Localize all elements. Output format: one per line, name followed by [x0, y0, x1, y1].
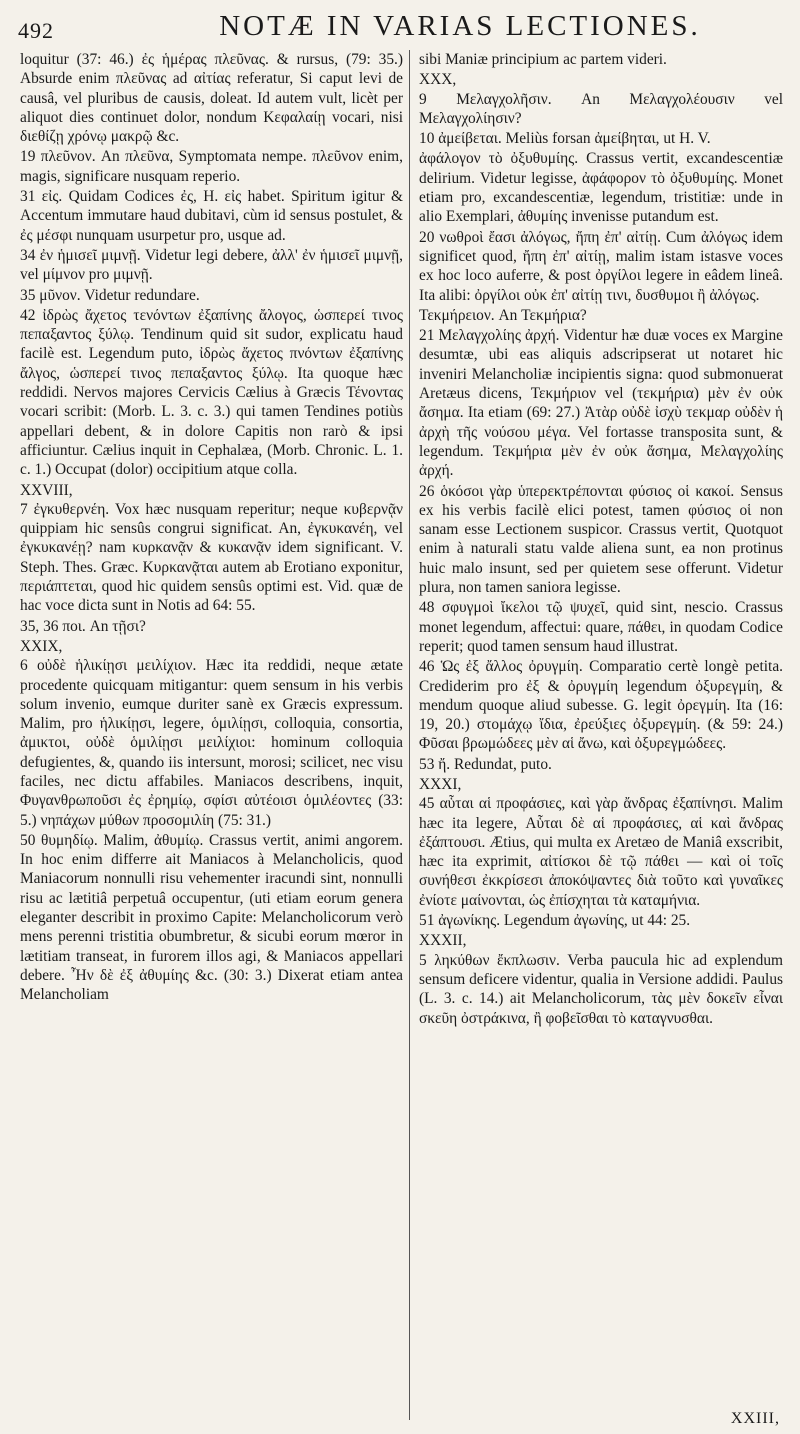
note-entry: 35, 36 ποι. An τῇσι? [20, 617, 146, 635]
chapter-heading: XXX, [419, 71, 457, 89]
chapter-heading: XXXII, [419, 932, 467, 950]
note-entry: 20 νωθροὶ ἔασι ἀλόγως, ἤπη ἐπ' αἰτίῃ. Cum ἀλόγως idem significet quod, ἤπη ἐπ' αἰτίῃ, malim istam istasve voces ex hoc loco auferre, & post ὀργίλοι legere in eâdem lineâ. Ita alibi: ὀργίλοι οὐκ ἐπ' αἰτίῃ τινι, δυσθυμοι ἢ ἀλόγως. [419, 228, 783, 304]
note-entry: ἀφάλογον τὸ ὀξυθυμίης. Crassus vertit, excandescentiæ delirium. Videtur legisse, ἀφάφορον τὸ ὀξυθυμίης. Monet etiam pro, excandescentiæ, legendum, tristitiæ: unde in alio Exemplari, ἀθυμίης invenisse putandum est. [419, 150, 783, 226]
chapter-heading: XXIX, [20, 637, 63, 655]
note-entry: 46 Ὡς ἐξ ἄλλος ὀρυγμίη. Comparatio certè longè petita. Crediderim pro ἐξ & ὀρυγμίη legendum ὀξυρεγμίη, & mendum quoque aliud subesse. G. legit ὀρεγμίη. Ita (16: 19, 20.) στομάχῳ ἴδια, ἐρεύξιες ὀξυρεγμίη. (& 59: 24.) Φῦσαι βρωμώδεες μὲν αἱ ἄνω, καὶ ὀξυρεγμώδεες. [419, 658, 783, 753]
chapter-heading: XXVIII, [20, 481, 73, 499]
page-header [0, 0, 800, 44]
note-entry: 45 αὗται αἱ προφάσιες, καὶ γὰρ ἄνδρας ἐξαπίνησι. Malim hæc ita legere, Αὗται δὲ αἱ προφάσιες, αἱ καὶ ἄνδρας ἐξάπτουσι. Ætius, qui multa ex Aretæo de Maniâ exscribit, hæc ita exprimit, αἰτίσκοι δὲ τῷ πάθει — καὶ οἱ τοῖς συνήθεσι ἐκκρίσεσι ἀποκόψαντες διὰ τοῦτο καὶ γυναῖκες ἐνίοτε μαίνονται, ὡς ἐπίσχηται τὰ καταμήνια. [419, 795, 783, 909]
note-entry: 5 ληκύθων ἔκπλωσιν. Verba paucula hic ad explendum sensum deficere videntur, qualia in Versione addidi. Paulus (L. 3. c. 14.) ait Melancholicorum, τὰς μὲν δοκεῖν εἶναι σκεῦη ὀστράκινα, ἢ φοβεῖσθαι τὸ καταγνυσθαι. [419, 951, 783, 1027]
column-divider [409, 50, 410, 1420]
chapter-heading: XXXI, [419, 775, 462, 793]
note-entry: 19 πλεῦνον. An πλεῦνα, Symptomata nempe. πλεῦνον enim, magis, significare nusquam reperio. [20, 148, 403, 185]
page-number: 492 [18, 18, 54, 43]
left-column [20, 50, 403, 1422]
note-entry: 42 ἰδρὼς ἄχετος τενόντων ἐξαπίνης ἄλογος, ὡσπερεί τινος πεπαξαντος ξύλῳ. Tendinum quid sit sudor, explicatu haud facilè est. Legendum puto, ἰδρὼς ἄχετος πνόντων ἐξαπίνης ἄλγος, ὡσπερεί τινος πεπαξαντος ξύλῳ. Ita quoque hæc reddidi. Nervos majores Cervicis Cælius à Græcis Τένοντας vocari scribit: (Morb. L. 3. c. 3.) qui tamen Tendines potiùs appellari debent, & in dolore Capitis non rarò & ipsi afficiuntur. Cælius inquit in Cephalæa, (Morb. Chronic. L. 1. c. 1.) Occupat (dolor) occipitium atque colla. [20, 306, 403, 479]
note-entry: loquitur (37: 46.) ἐς ἡμέρας πλεῦνας. & rursus, (79: 35.) Absurde enim πλεῦνας ad αἰτίας referatur, Si caput levi de causâ, vel pluribus de causis, doleat. Id autem vult, licèt per aliquot dies continuet dolor, nondum Κεφαλαίῃ vocari, nisi διεθίζῃ χρόνῳ μακρῷ &c. [20, 51, 403, 146]
note-entry: 26 ὁκόσοι γὰρ ὑπερεκτρέπονται φύσιος οἱ κακοί. Sensus ex his verbis facilè elici potest, tamen φύσιος οἱ non sanam esse Lectionem suspicor. Crassus vertit, Quotquot enim à naturali statu valde aliena sunt, ea non protinus huic malo insunt, sed per quietem sese offerunt. Videtur plura, non tamen saniora legisse. [419, 482, 783, 597]
catchword: XXIII, [730, 1410, 780, 1427]
note-entry: 10 ἀμείβεται. Meliùs forsan ἀμείβηται, ut H. V. [419, 130, 711, 148]
note-entry: Τεκμήρειον. An Τεκμήρια? [419, 306, 587, 324]
note-entry: 9 Μελαγχολῆσιν. An Μελαγχολέουσιν vel Μελαγχολίησιν? [419, 90, 783, 127]
note-entry: 53 ἤ. Redundat, puto. [419, 755, 552, 773]
note-entry: 6 οὐδὲ ἡλικίῃσι μειλίχιον. Hæc ita reddidi, neque ætate procedente quicquam mitigantur: quem sensum in his verbis solum invenio, eumque duriter sanè ex Græcis expressum. Malim, pro ἡλικίῃσι, legere, ὁμιλίῃσι, colloquia, consortia, ἀμικτοι, οὐδὲ ὁμιλίῃσι μειλίχιοι: hominum colloquia defugientes, &, quando iis intersunt, morosi; scilicet, nec visu faciles, nec dictu affabiles. Maniacos describens, inquit, Φυγανθρωποῦσι ἐς ἐρημίῳ, σφίσι αὐτέοισι ὁμιλέοντες (33: 5.) νηπάχων μύθων προσομιλίη (75: 31.) [20, 657, 403, 829]
note-entry: 21 Μελαγχολίης ἀρχή. Videntur hæ duæ voces ex Margine desumtæ, ubi eas aliquis adscripserat ut notaret hic inveniri Melancholiæ incipientis signa: quod submonuerat Aretæus dicens, Τεκμήριον vel (τεκμήρια) μὲν ἐν οὐκ ἄσημα. Ita etiam (69: 27.) Ἀτὰρ οὐδὲ ἰσχὺ τεκμαρ οὐδὲν ἡ ἀρχὴ τῆς νούσου μέγα. Vel fortasse transposita sunt, & legendum. Τεκμήρια μὲν ἐν οὐκ ἄσημα, Μελαγχολίης ἀρχή. [419, 327, 783, 480]
right-column [419, 50, 783, 1422]
note-entry: 48 σφυγμοὶ ἴκελοι τῷ ψυχεῖ, quid sint, nescio. Crassus monet legendum, affectui: quare, πάθει, in quodam Codice reperit; quod tamen sensum haud illustrat. [419, 599, 783, 655]
note-entry: 34 ἐν ἡμισεῖ μιμνῇ. Videtur legi debere, ἀλλ' ἐν ἡμισεῖ μιμνῇ, vel μίμνον pro μιμνῇ. [20, 246, 403, 284]
note-entry: 31 εἰς. Quidam Codices ἐς, H. εἰς habet. Spiritum igitur & Accentum immutare haud dubitavi, cùm id sensus postulet, & ἐς μέσφι nunquam usurpetur pro, usque ad. [20, 188, 403, 244]
note-entry: 51 ἀγωνίκης. Legendum ἀγωνίης, ut 44: 25. [419, 912, 691, 930]
running-title: NOTÆ IN VARIAS LECTIONES. [219, 10, 701, 42]
note-entry: 35 μῦνον. Videtur redundare. [20, 286, 200, 304]
note-entry: sibi Maniæ principium ac partem videri. [419, 51, 667, 68]
note-entry: 50 θυμηδίῳ. Malim, ἀθυμίῳ. Crassus vertit, animi angorem. In hoc enim differre ait Maniacos à Melancholicis, quod Maniacorum nonnulli risu vehementer iracundi sint, nonnulli risu ac lætitiâ perpetuâ occupentur, (uti etiam eorum genera eleganter describit in proximo Capite: Melancholicorum verò mens perenni tristitia obumbretur, & sicubi eorum mœror in lætitiam transeat, in furorem illos agi, & Maniacos appellari debere. Ἦν δὲ ἐξ ἀθυμίης &c. (30: 3.) Dixerat etiam antea Melancholiam [20, 831, 403, 1004]
note-entry: 7 ἐγκυθερνέη. Vox hæc nusquam reperitur; neque κυβερνᾷν quippiam hic sensûs congrui significat. An, ἐγκυκανέη, vel ἐγκυκανέῃ? nam κυρκανᾷν & κυκανᾷν idem significant. V. Steph. Thes. Græc. Κυρκανᾷται autem ab Erotiano exponitur, περιάπτεται, quod hic quidem sensûs optimi est. Vid. quæ de hac voce dicta sunt in Notis ad 64: 55. [20, 500, 403, 615]
